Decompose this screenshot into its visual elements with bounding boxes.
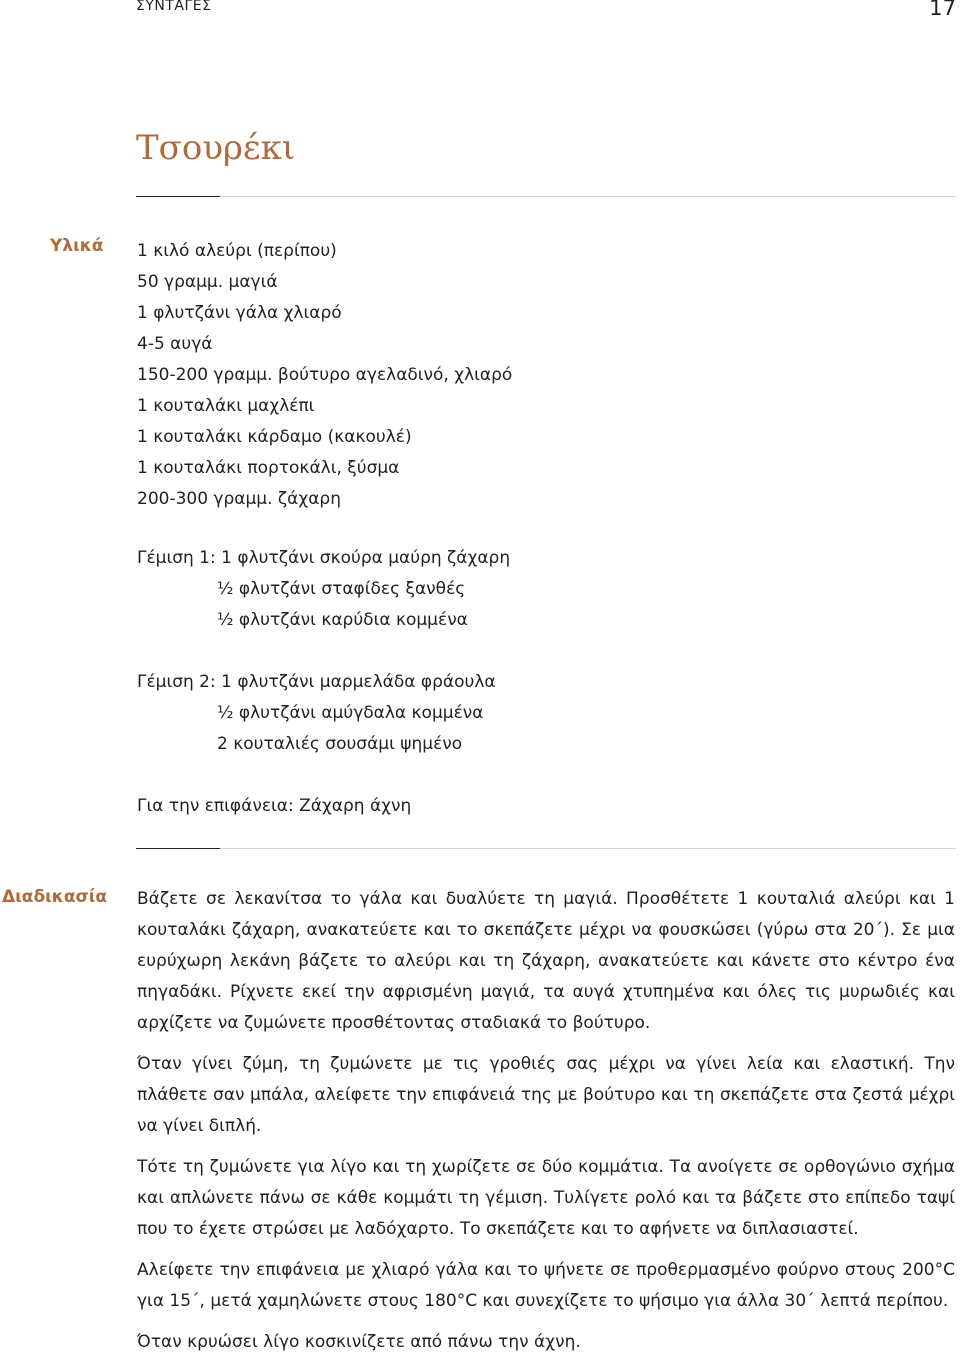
filling-2-list <box>137 667 496 760</box>
method-paragraph: Βάζετε σε λεκανίτσα το γάλα και δυαλύετε τη μαγιά. Προσθέτετε 1 κουταλιά αλεύρι και 1 κουταλάκι ζάχαρη, ανακατεύετε και το σκεπάζετε μέχρι να φουσκώσει (γύρω στα 20΄). Σε μια ευρύχωρη λεκάνη βάζετε το αλεύρι και τη ζάχαρη, ανακατεύετε και κάνετε στο κέντρο ένα πηγαδάκι. Ρίχνετε εκεί την αφρισμένη μαγιά, τα αυγά χτυπημένα και όλες τις μυρωδιές και αρχίζετε να ζυμώνετε προσθέτοντας σταδιακά το βούτυρο. <box>137 889 955 1033</box>
filling-1-item: Γέμιση 1: 1 φλυτζάνι σκούρα μαύρη ζάχαρη <box>137 548 511 568</box>
method-paragraph: Τότε τη ζυμώνετε για λίγο και τη χωρίζετε σε δύο κομμάτια. Τα ανοίγετε σε ορθογώνιο σχήμα και απλώνετε πάνω σε κάθε κομμάτι τη γέμιση. Τυλίγετε ρολό και τα βάζετε στο επίπεδο ταψί που το έχετε στρώσει με λαδόχαρτο. Το σκεπάζετε και το αφήνετε να διπλασιαστεί. <box>137 1157 955 1239</box>
ingredient-item: 50 γραμμ. μαγιά <box>137 272 278 292</box>
ingredient-item: 4-5 αυγά <box>137 334 213 354</box>
page-number: 17 <box>929 0 956 20</box>
ingredient-item: 1 κιλό αλεύρι (περίπου) <box>137 241 337 261</box>
section-divider <box>136 196 956 197</box>
ingredients-label: Υλικά <box>50 236 104 256</box>
ingredient-item: 1 κουταλάκι μαχλέπι <box>137 396 315 416</box>
ingredients-list <box>137 236 512 515</box>
method-paragraph: Αλείφετε την επιφάνεια με χλιαρό γάλα και το ψήνετε σε προθερμασμένο φούρνο στους 200°C για 15΄, μετά χαμηλώνετε στους 180°C και συνεχίζετε το ψήσιμο για άλλα 30΄ λεπτά περίπου. <box>137 1260 955 1311</box>
method-paragraph: Όταν γίνει ζύμη, τη ζυμώνετε με τις γροθιές σας μέχρι να γίνει λεία και ελαστική. Την πλάθετε σαν μπάλα, αλείφετε την επιφάνειά της με βούτυρο και τη σκεπάζετε στα ζεστά μέχρι να γίνει διπλή. <box>137 1054 955 1136</box>
filling-2-item: 2 κουταλιές σουσάμι ψημένο <box>217 734 463 754</box>
ingredient-item: 1 φλυτζάνι γάλα χλιαρό <box>137 303 342 323</box>
method-steps <box>137 884 955 1368</box>
running-head: ΣΥΝΤΑΓΕΣ <box>136 0 212 14</box>
filling-1-item: ½ φλυτζάνι καρύδια κομμένα <box>217 610 468 630</box>
topping-item: Για την επιφάνεια: Ζάχαρη άχνη <box>137 796 412 816</box>
filling-1-item: ½ φλυτζάνι σταφίδες ξανθές <box>217 579 466 599</box>
recipe-title: Τσουρέκι <box>136 128 296 168</box>
method-paragraph: Όταν κρυώσει λίγο κοσκινίζετε από πάνω την άχνη. <box>137 1332 581 1352</box>
filling-2-item: ½ φλυτζάνι αμύγδαλα κομμένα <box>217 703 484 723</box>
ingredient-item: 1 κουταλάκι κάρδαμο (κακουλέ) <box>137 427 412 447</box>
ingredient-item: 1 κουταλάκι πορτοκάλι, ξύσμα <box>137 458 400 478</box>
topping-list <box>137 791 411 822</box>
ingredient-item: 200-300 γραμμ. ζάχαρη <box>137 489 341 509</box>
filling-1-list <box>137 543 510 636</box>
method-label: Διαδικασία <box>2 887 108 907</box>
filling-2-item: Γέμιση 2: 1 φλυτζάνι μαρμελάδα φράουλα <box>137 672 496 692</box>
section-divider <box>136 848 956 849</box>
ingredient-item: 150-200 γραμμ. βούτυρο αγελαδινό, χλιαρό <box>137 365 513 385</box>
